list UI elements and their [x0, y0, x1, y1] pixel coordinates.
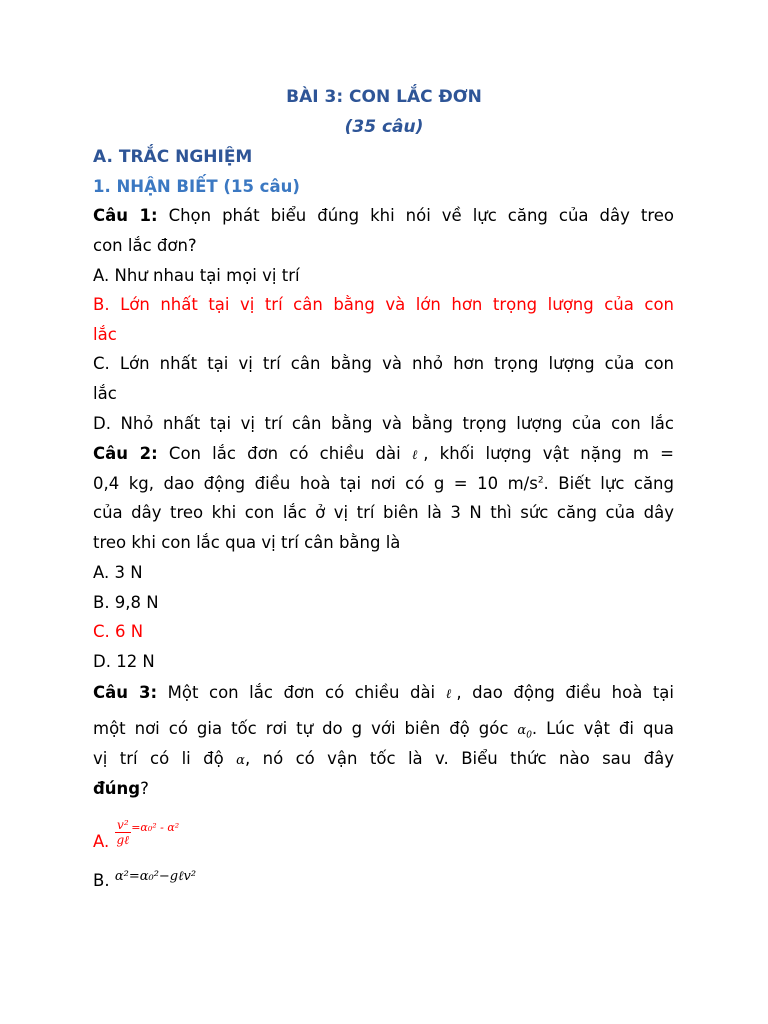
q3-text-3b: , nó có vận tốc là v. Biểu thức nào sau đây	[244, 749, 674, 768]
q1-option-b-correct: B. Lớn nhất tại vị trí cân bằng và lớn hơn trọng lượng của con	[93, 295, 674, 314]
q3-text-2b: . Lúc vật đi qua	[531, 719, 675, 738]
ell-symbol: ℓ	[445, 687, 457, 702]
q2-text-4: treo khi con lắc qua vị trí cân bằng là	[93, 533, 401, 552]
q3-text-2a: một nơi có gia tốc rơi tự do g với biên độ góc	[93, 719, 509, 738]
q3-text-3a: vị trí có li độ	[93, 749, 224, 768]
q3-text-1a: Một con lắc đơn có chiều dài	[167, 683, 436, 702]
ell-symbol: ℓ	[411, 448, 424, 463]
q3-line-2	[93, 719, 674, 741]
page-title: BÀI 3: CON LẮC ĐƠN	[286, 87, 482, 107]
q1-option-c: C. Lớn nhất tại vị trí cân bằng và nhỏ hơn trọng lượng của con	[93, 354, 674, 373]
q1-option-b-cont: lắc	[93, 325, 117, 344]
q3-option-b	[93, 868, 674, 894]
q2-text-2a: 0,4 kg, dao động điều hoà tại nơi có g = 10 m/s	[93, 474, 538, 493]
q3-option-b-label: B.	[93, 871, 110, 890]
section-heading-a: A. TRẮC NGHIỆM	[93, 147, 253, 167]
q1-option-a: A. Như nhau tại mọi vị trí	[93, 266, 300, 285]
q2-option-a: A. 3 N	[93, 563, 143, 582]
fraction-v2-over-gl	[115, 818, 132, 847]
formula-b: α²=α₀²−gℓv²	[114, 869, 197, 884]
q1-line-1	[93, 206, 674, 226]
q3-option-a-label: A.	[93, 832, 110, 851]
q2-option-d: D. 12 N	[93, 652, 155, 671]
q2-text-3: của dây treo khi con lắc ở vị trí biên là 3 N thì sức căng của dây	[93, 503, 674, 522]
fraction-denominator: gℓ	[116, 833, 130, 847]
fraction-numerator: v²	[115, 818, 132, 833]
formula-a-rest: =α₀² - α²	[131, 821, 180, 834]
q3-option-a-correct	[93, 818, 674, 852]
page-subtitle: (35 câu)	[344, 117, 424, 137]
q2-label: Câu 2:	[93, 444, 158, 463]
q3-text-1b: , dao động điều hoà tại	[456, 683, 674, 702]
q3-line-3	[93, 749, 674, 771]
section-heading-1: 1. NHẬN BIẾT (15 câu)	[93, 177, 300, 196]
q3-label: Câu 3:	[93, 683, 158, 702]
q1-option-c-cont: lắc	[93, 384, 117, 403]
q1-label: Câu 1:	[93, 206, 158, 225]
alpha-symbol: α	[236, 753, 245, 768]
q1-text-1: Chọn phát biểu đúng khi nói về lực căng của dây treo	[168, 206, 674, 225]
q2-text-1b: , khối lượng vật nặng m =	[423, 444, 674, 463]
q2-text-1a: Con lắc đơn có chiều dài	[168, 444, 401, 463]
q2-line-2	[93, 474, 674, 494]
q3-text-4-rest: ?	[140, 779, 149, 798]
q3-bold-word: đúng	[93, 779, 141, 798]
q2-text-2b: . Biết lực căng	[543, 474, 674, 493]
q1-text-2: con lắc đơn?	[93, 236, 197, 255]
q1-option-d: D. Nhỏ nhất tại vị trí cân bằng và bằng trọng lượng của con lắc	[93, 414, 674, 433]
q2-line-1	[93, 444, 674, 466]
q2-superscript: 2	[537, 475, 544, 486]
q2-option-c-correct: C. 6 N	[93, 622, 144, 641]
alpha0-symbol: $\alpha_0$	[517, 723, 532, 741]
q3-line-1	[93, 683, 674, 705]
q3-line-4	[93, 779, 674, 799]
q2-option-b: B. 9,8 N	[93, 593, 159, 612]
